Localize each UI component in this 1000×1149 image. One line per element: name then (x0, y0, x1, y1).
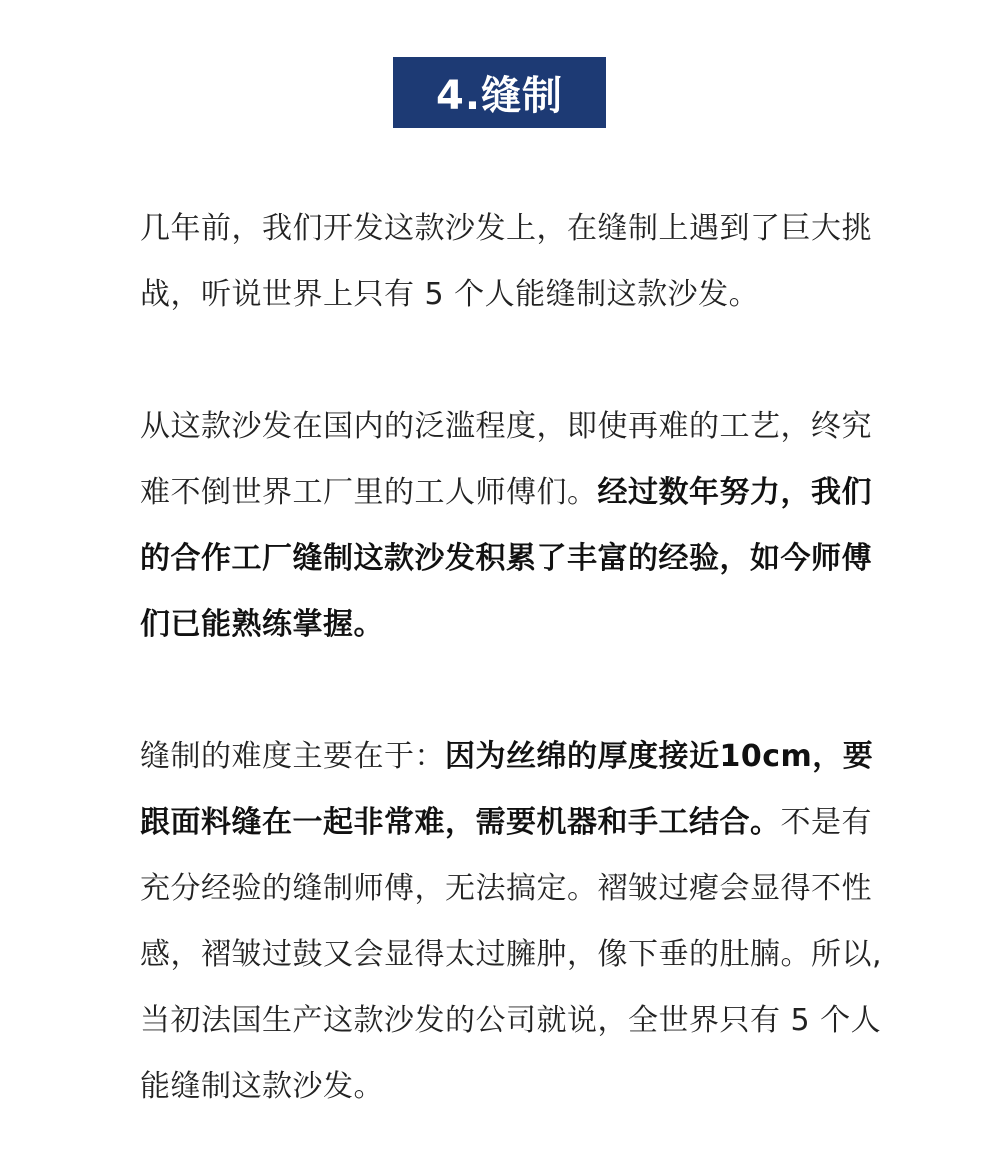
paragraph-3-text-lead: 缝制的难度主要在于： (140, 739, 445, 774)
paragraph-2-text: 从这款沙发在国内的泛滥程度，即使再难的工艺，终究难不倒世界工厂里的工人师傅们。 (140, 409, 872, 510)
paragraph-3-emphasis: 因为丝绵的厚度接近10cm，要跟面料缝在一起非常难，需要机器和手工结合。 (140, 739, 874, 840)
paragraph-3 (140, 724, 900, 1120)
section-title-box (393, 57, 606, 128)
section-title: 4.缝制 (435, 73, 564, 119)
paragraph-2-emphasis: 经过数年努力，我们的合作工厂缝制这款沙发积累了丰富的经验，如今师傅们已能熟练掌握。 (140, 475, 872, 642)
paragraph-1-text: 几年前，我们开发这款沙发上，在缝制上遇到了巨大挑战，听说世界上只有 5 个人能缝制这款沙发。 (140, 211, 872, 312)
paragraph-1 (140, 196, 900, 328)
paragraph-3-text-tail: 不是有充分经验的缝制师傅，无法搞定。褶皱过瘪会显得不性感，褶皱过鼓又会显得太过臃肿，像下垂的肚腩。所以,当初法国生产这款沙发的公司就说，全世界只有 5 个人能缝制这款沙发。 (140, 805, 883, 1104)
paragraph-2 (140, 394, 900, 658)
article-body (140, 196, 900, 1120)
